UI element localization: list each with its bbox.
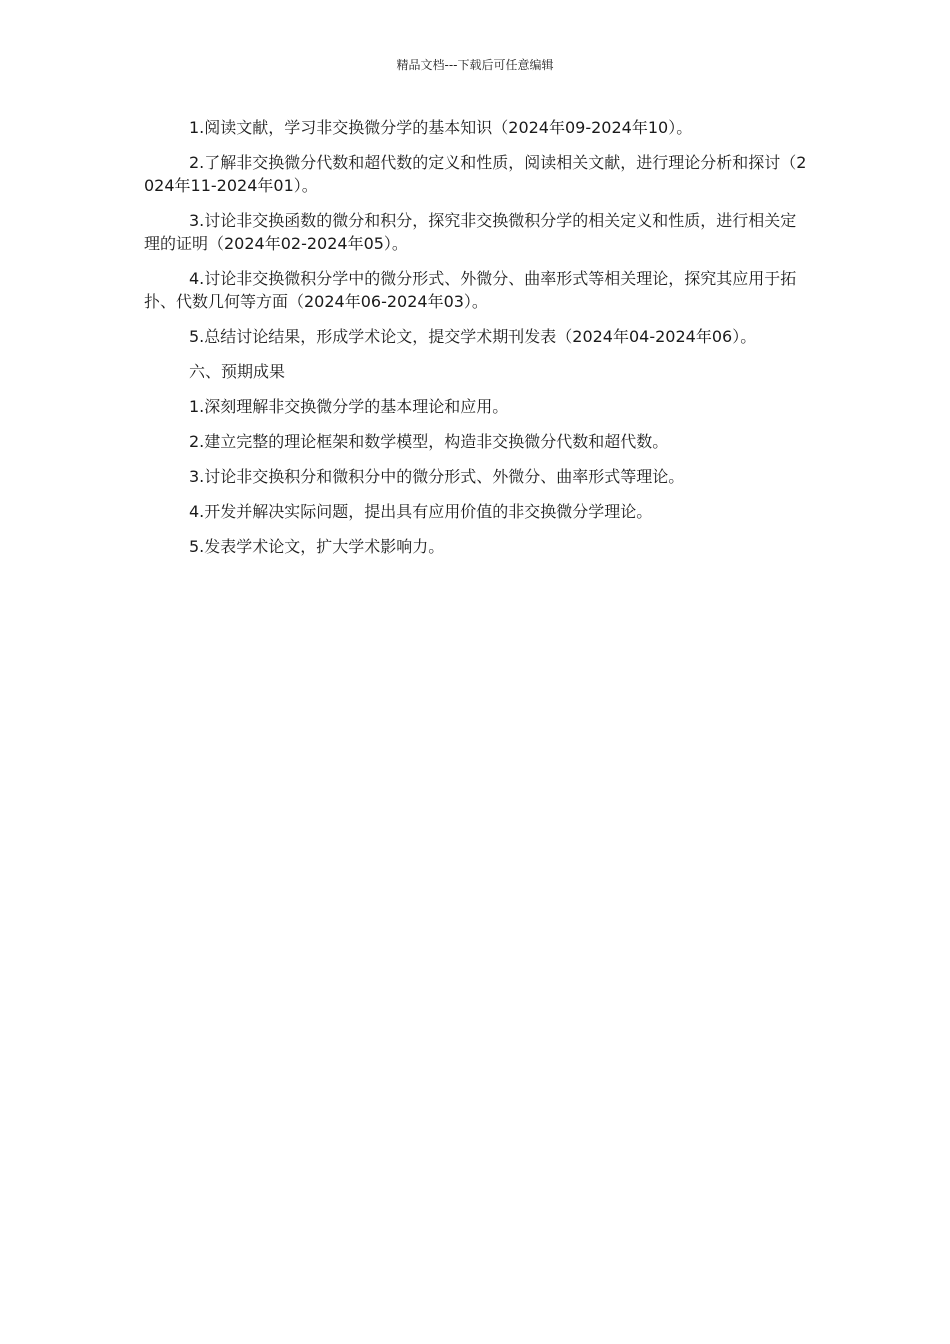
result-item-3: 3.讨论非交换积分和微积分中的微分形式、外微分、曲率形式等理论。 bbox=[189, 467, 685, 486]
schedule-item-3: 3.讨论非交换函数的微分和积分，探究非交换微积分学的相关定义和性质，进行相关定理的证明（2024年02-2024年05）。 bbox=[144, 211, 797, 253]
schedule-item-5: 5.总结讨论结果，形成学术论文，提交学术期刊发表（2024年04-2024年06）。 bbox=[189, 327, 757, 346]
result-item-4: 4.开发并解决实际问题，提出具有应用价值的非交换微分学理论。 bbox=[189, 502, 653, 521]
schedule-item-4: 4.讨论非交换微积分学中的微分形式、外微分、曲率形式等相关理论，探究其应用于拓扑、代数几何等方面（2024年06-2024年03）。 bbox=[144, 269, 797, 311]
result-item-5: 5.发表学术论文，扩大学术影响力。 bbox=[189, 537, 445, 556]
schedule-item-1: 1.阅读文献，学习非交换微分学的基本知识（2024年09-2024年10）。 bbox=[189, 118, 693, 137]
page-header: 精品文档---下载后可任意编辑 bbox=[396, 58, 554, 72]
result-item-1: 1.深刻理解非交换微分学的基本理论和应用。 bbox=[189, 397, 509, 416]
document-body bbox=[144, 116, 808, 570]
section-heading-expected-results: 六、预期成果 bbox=[189, 362, 286, 381]
schedule-item-2: 2.了解非交换微分代数和超代数的定义和性质，阅读相关文献，进行理论分析和探讨（2024年11-2024年01）。 bbox=[144, 153, 807, 195]
result-item-2: 2.建立完整的理论框架和数学模型，构造非交换微分代数和超代数。 bbox=[189, 432, 669, 451]
